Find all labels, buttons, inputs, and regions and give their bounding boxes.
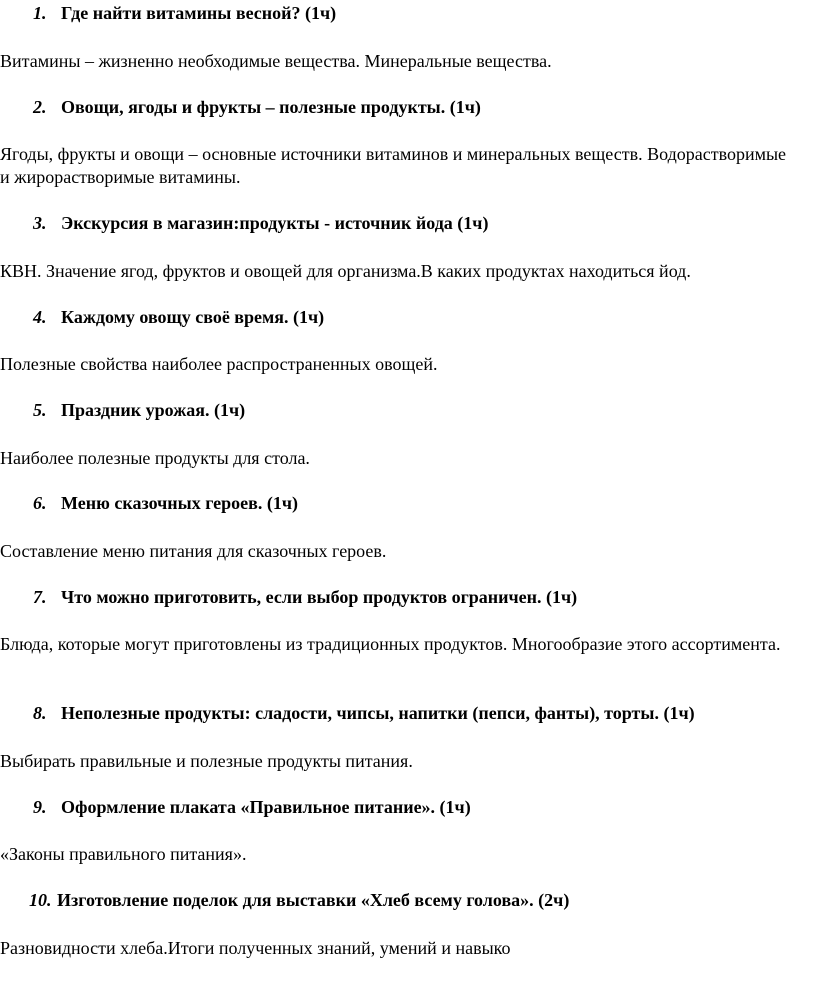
- section-heading-8: [33, 703, 695, 724]
- section-title: Что можно приготовить, если выбор продуктов ограничен. (1ч): [61, 587, 578, 607]
- section-heading-7: [33, 587, 577, 608]
- section-title: Оформление плаката «Правильное питание». (1ч): [61, 797, 471, 817]
- section-text-4: Полезные свойства наиболее распространенных овощей.: [0, 354, 438, 374]
- section-text-6: Составление меню питания для сказочных героев.: [0, 541, 387, 561]
- section-heading-6: [33, 493, 298, 514]
- section-text-10: Разновидности хлеба.Итоги полученных знаний, умений и навыко: [0, 938, 511, 958]
- section-heading-4: [33, 307, 324, 328]
- section-title: Где найти витамины весной? (1ч): [61, 3, 337, 23]
- section-title: Меню сказочных героев. (1ч): [61, 493, 298, 513]
- section-heading-5: [33, 400, 245, 421]
- section-title: Экскурсия в магазин:продукты - источник йода (1ч): [61, 213, 489, 233]
- section-number: 9.: [33, 797, 47, 817]
- section-number: 5.: [33, 400, 47, 420]
- section-heading-9: [33, 797, 471, 818]
- section-title: Каждому овощу своё время. (1ч): [61, 307, 325, 327]
- section-number: 4.: [33, 307, 47, 327]
- section-number: 3.: [33, 213, 47, 233]
- section-text-5: Наиболее полезные продукты для стола.: [0, 448, 310, 468]
- section-number: 6.: [33, 493, 47, 513]
- section-number: 7.: [33, 587, 47, 607]
- section-title: Праздник урожая. (1ч): [61, 400, 246, 420]
- section-number: 2.: [33, 97, 47, 117]
- section-title: Изготовление поделок для выставки «Хлеб всему голова». (2ч): [57, 890, 570, 910]
- section-text-1: Витамины – жизненно необходимые вещества. Минеральные вещества.: [0, 51, 552, 71]
- section-text-2: Ягоды, фрукты и овощи – основные источники витаминов и минеральных веществ. Водорастворимые и жирорастворимые витамины.: [0, 144, 787, 187]
- section-text-8: Выбирать правильные и полезные продукты питания.: [0, 751, 413, 771]
- section-text-3: КВН. Значение ягод, фруктов и овощей для организма.В каких продуктах находиться йод.: [0, 261, 691, 281]
- section-title: Неполезные продукты: сладости, чипсы, напитки (пепси, фанты), торты. (1ч): [61, 703, 695, 723]
- section-text-9: «Законы правильного питания».: [0, 844, 247, 864]
- section-heading-1: [33, 3, 336, 24]
- section-number: 1.: [33, 3, 47, 23]
- section-number: 10.: [29, 890, 52, 910]
- section-title: Овощи, ягоды и фрукты – полезные продукты. (1ч): [61, 97, 481, 117]
- section-heading-10: [29, 890, 570, 911]
- section-heading-3: [33, 213, 488, 234]
- section-heading-2: [33, 97, 481, 118]
- section-text-7: Блюда, которые могут приготовлены из традиционных продуктов. Многообразие этого ассортимента.: [0, 634, 781, 654]
- section-number: 8.: [33, 703, 47, 723]
